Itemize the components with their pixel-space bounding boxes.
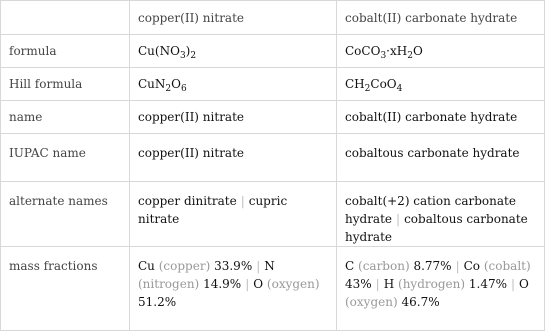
- table-row-name: [1, 101, 545, 134]
- row-label-iupac-name: IUPAC name: [1, 134, 130, 182]
- table-row-hill-formula: [1, 68, 545, 101]
- separator: |: [256, 259, 261, 273]
- alternate-names-cobalt-carbonate: cobalt(+2) cation carbonate hydrate | cobaltous carbonate hydrate: [337, 182, 545, 247]
- iupac-name-cobalt-carbonate: cobaltous carbonate hydrate: [337, 134, 545, 182]
- formula-copper-nitrate: $Cu(NO_3)_2$: [130, 35, 337, 68]
- row-label-name: name: [1, 101, 130, 134]
- table-row-iupac-name: [1, 134, 545, 182]
- row-label-alternate-names: alternate names: [1, 182, 130, 247]
- separator: |: [511, 277, 516, 291]
- separator: |: [455, 259, 460, 273]
- separator: |: [375, 277, 380, 291]
- row-label-mass-fractions: mass fractions: [1, 247, 130, 331]
- column-header-copper-nitrate: copper(II) nitrate: [130, 1, 337, 35]
- separator: |: [240, 194, 245, 208]
- table-row-alternate-names: [1, 182, 545, 247]
- iupac-name-copper-nitrate: copper(II) nitrate: [130, 134, 337, 182]
- formula-cobalt-carbonate: $CoCO_3\cdot xH_2O$: [337, 35, 545, 68]
- column-header-cobalt-carbonate: cobalt(II) carbonate hydrate: [337, 1, 545, 35]
- mass-fractions-cobalt-carbonate: C (carbon) 8.77% | Co (cobalt) 43% | H (hydrogen) 1.47% | O (oxygen) 46.7%: [337, 247, 545, 331]
- header-row: [1, 1, 545, 35]
- table-row-mass-fractions: [1, 247, 545, 331]
- separator: |: [245, 277, 250, 291]
- hill-formula-copper-nitrate: $CuN_2O_6$: [130, 68, 337, 101]
- name-cobalt-carbonate: cobalt(II) carbonate hydrate: [337, 101, 545, 134]
- hill-formula-cobalt-carbonate: $CH_2CoO_4$: [337, 68, 545, 101]
- separator: |: [396, 212, 401, 226]
- table-row-formula: [1, 35, 545, 68]
- corner-cell: [1, 1, 130, 35]
- mass-fractions-copper-nitrate: Cu (copper) 33.9% | N (nitrogen) 14.9% | O (oxygen) 51.2%: [130, 247, 337, 331]
- row-label-hill-formula: Hill formula: [1, 68, 130, 101]
- alternate-names-copper-nitrate: copper dinitrate | cupric nitrate: [130, 182, 337, 247]
- name-copper-nitrate: copper(II) nitrate: [130, 101, 337, 134]
- row-label-formula: formula: [1, 35, 130, 68]
